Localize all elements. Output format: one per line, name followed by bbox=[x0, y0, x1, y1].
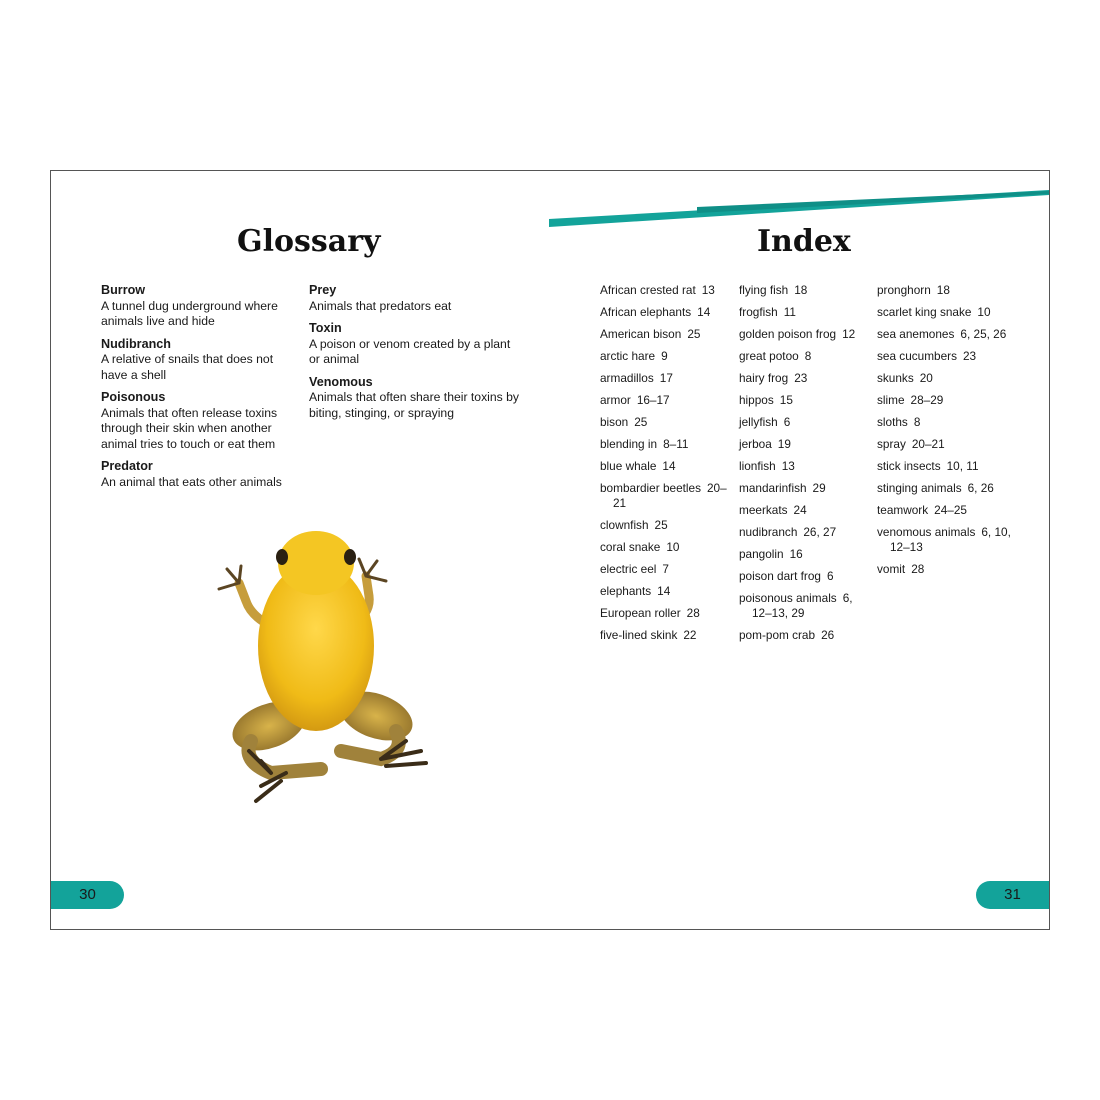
index-pages: 23 bbox=[794, 371, 808, 385]
index-pages: 6, 25, 26 bbox=[960, 327, 1007, 341]
index-term: armor bbox=[600, 393, 631, 407]
index-entry bbox=[877, 525, 1011, 555]
index-term: coral snake bbox=[600, 540, 661, 555]
index-term: golden poison frog bbox=[739, 327, 837, 341]
glossary-term: Toxin bbox=[309, 321, 342, 335]
index-entry bbox=[877, 393, 1011, 408]
index-entry bbox=[877, 283, 1011, 298]
index-pages: 9 bbox=[661, 349, 668, 363]
index-entry bbox=[739, 437, 873, 452]
index-entry bbox=[739, 481, 873, 496]
index-entry bbox=[739, 327, 873, 342]
index-pages: 6 bbox=[826, 569, 834, 583]
index-pages: 23 bbox=[963, 349, 977, 363]
glossary-entry bbox=[101, 337, 291, 384]
index-entry bbox=[600, 283, 732, 298]
index-pages: 14 bbox=[657, 584, 671, 599]
index-pages: 25 bbox=[634, 415, 648, 429]
index-entry bbox=[600, 393, 732, 408]
index-entry bbox=[600, 628, 732, 643]
index-entry bbox=[739, 349, 873, 364]
index-column-2 bbox=[739, 283, 873, 650]
index-entry bbox=[877, 371, 1011, 386]
glossary-definition: A relative of snails that does not have a shell bbox=[101, 352, 274, 382]
index-pages: 11 bbox=[783, 305, 796, 319]
index-entry bbox=[739, 371, 873, 386]
index-pages: 14 bbox=[697, 305, 711, 319]
index-term: poisonous animals bbox=[739, 591, 837, 605]
index-term: armadillos bbox=[600, 371, 654, 385]
index-term: lionfish bbox=[739, 459, 776, 473]
index-term: blending in bbox=[600, 437, 658, 451]
index-term: sea anemones bbox=[877, 327, 955, 341]
index-entry bbox=[600, 481, 732, 511]
index-term: poison dart frog bbox=[739, 569, 821, 583]
index-term: clownfish bbox=[600, 518, 649, 533]
index-pages: 14 bbox=[662, 459, 676, 473]
index-term: vomit bbox=[877, 562, 906, 577]
glossary-entry bbox=[101, 459, 291, 490]
index-entry bbox=[739, 591, 873, 621]
index-pages: 6, 12–13, 29 bbox=[752, 591, 853, 621]
index-pages: 16–17 bbox=[636, 393, 670, 407]
glossary-term: Venomous bbox=[309, 374, 373, 389]
index-term: venomous animals bbox=[877, 525, 976, 539]
index-term: African crested rat bbox=[600, 283, 696, 297]
index-column-3 bbox=[877, 283, 1011, 584]
index-pages: 10 bbox=[977, 305, 991, 319]
glossary-definition: Animals that predators eat bbox=[309, 298, 452, 313]
index-entry bbox=[600, 540, 732, 555]
glossary-definition: An animal that eats other animals bbox=[101, 474, 282, 489]
index-term: African elephants bbox=[600, 305, 692, 319]
index-pages: 6 bbox=[783, 415, 791, 429]
index-entry bbox=[877, 437, 1011, 452]
glossary-term: Burrow bbox=[101, 283, 146, 297]
index-pages: 13 bbox=[701, 283, 715, 297]
index-term: skunks bbox=[877, 371, 914, 385]
index-term: great potoo bbox=[739, 349, 799, 363]
index-pages: 12 bbox=[842, 327, 856, 341]
index-term: European roller bbox=[600, 606, 681, 621]
index-pages: 24–25 bbox=[934, 503, 967, 517]
index-pages: 25 bbox=[654, 518, 668, 533]
index-entry bbox=[739, 569, 873, 584]
index-pages: 17 bbox=[659, 371, 673, 385]
index-entry bbox=[739, 393, 873, 408]
page-number-left: 30 bbox=[51, 881, 124, 909]
glossary-column-1 bbox=[101, 283, 291, 490]
index-column-1 bbox=[600, 283, 732, 650]
index-term: stinging animals bbox=[877, 481, 962, 495]
index-term: arctic hare bbox=[600, 349, 656, 363]
index-term: flying fish bbox=[739, 283, 789, 297]
glossary-column-2 bbox=[309, 283, 519, 421]
index-entry bbox=[877, 503, 1011, 518]
index-term: elephants bbox=[600, 584, 652, 599]
index-pages: 28 bbox=[911, 562, 925, 577]
index-pages: 28–29 bbox=[910, 393, 944, 407]
glossary-title: Glossary bbox=[237, 224, 381, 259]
index-pages: 7 bbox=[662, 562, 669, 577]
index-entry bbox=[739, 503, 873, 518]
index-term: pangolin bbox=[739, 547, 784, 561]
index-pages: 25 bbox=[687, 327, 701, 341]
index-entry bbox=[600, 349, 732, 364]
index-term: jellyfish bbox=[739, 415, 778, 429]
index-term: jerboa bbox=[739, 437, 772, 451]
index-entry bbox=[877, 415, 1011, 430]
index-entry bbox=[600, 415, 732, 430]
index-entry bbox=[877, 562, 1011, 577]
index-entry bbox=[739, 459, 873, 474]
glossary-term: Poisonous bbox=[101, 390, 166, 404]
index-term: blue whale bbox=[600, 459, 657, 473]
index-entry bbox=[600, 518, 732, 533]
index-term: teamwork bbox=[877, 503, 929, 517]
index-pages: 10 bbox=[666, 540, 680, 555]
index-term: meerkats bbox=[739, 503, 788, 517]
book-spread bbox=[50, 170, 1050, 930]
index-term: bison bbox=[600, 415, 629, 429]
index-pages: 28 bbox=[686, 606, 700, 621]
index-term: pronghorn bbox=[877, 283, 931, 297]
glossary-definition: Animals that often share their toxins by biting, stinging, or spraying bbox=[309, 390, 520, 420]
index-term: hairy frog bbox=[739, 371, 789, 385]
index-pages: 6, 10, 12–13 bbox=[890, 525, 1011, 555]
glossary-definition: A tunnel dug underground where animals live and hide bbox=[101, 298, 278, 328]
index-term: bombardier beetles bbox=[600, 481, 701, 495]
index-entry bbox=[600, 437, 732, 452]
index-pages: 16 bbox=[789, 547, 803, 561]
glossary-definition: A poison or venom created by a plant or animal bbox=[309, 336, 511, 366]
glossary-entry bbox=[101, 283, 291, 330]
glossary-term: Prey bbox=[309, 283, 337, 297]
index-term: frogfish bbox=[739, 305, 778, 319]
index-term: sea cucumbers bbox=[877, 349, 957, 363]
index-pages: 26, 27 bbox=[803, 525, 837, 539]
index-entry bbox=[600, 584, 732, 599]
index-entry bbox=[600, 305, 732, 320]
index-term: hippos bbox=[739, 393, 774, 407]
index-pages: 20 bbox=[919, 371, 933, 385]
index-pages: 18 bbox=[936, 283, 950, 297]
index-term: stick insects bbox=[877, 459, 941, 473]
index-entry bbox=[739, 547, 873, 562]
teal-accent-stripe bbox=[51, 171, 1049, 241]
index-entry bbox=[739, 415, 873, 430]
glossary-term: Predator bbox=[101, 459, 153, 473]
index-pages: 10, 11 bbox=[946, 459, 979, 473]
index-term: electric eel bbox=[600, 562, 657, 577]
glossary-definition: Animals that often release toxins through their skin when another animal tries to touch or eat them bbox=[101, 405, 278, 451]
index-entry bbox=[739, 525, 873, 540]
index-term: scarlet king snake bbox=[877, 305, 972, 319]
index-entry bbox=[600, 606, 732, 621]
index-term: pom-pom crab bbox=[739, 628, 816, 643]
index-pages: 8 bbox=[913, 415, 921, 429]
index-entry bbox=[739, 283, 873, 298]
index-entry bbox=[877, 305, 1011, 320]
index-term: sloths bbox=[877, 415, 908, 429]
index-pages: 20–21 bbox=[911, 437, 945, 451]
glossary-entry bbox=[309, 375, 519, 422]
index-entry bbox=[600, 371, 732, 386]
index-pages: 19 bbox=[777, 437, 791, 451]
index-pages: 8–11 bbox=[663, 437, 689, 451]
glossary-term: Nudibranch bbox=[101, 336, 171, 351]
index-pages: 13 bbox=[781, 459, 795, 473]
index-pages: 26 bbox=[821, 628, 835, 643]
index-entry bbox=[600, 562, 732, 577]
index-pages: 8 bbox=[804, 349, 812, 363]
index-entry bbox=[877, 481, 1011, 496]
index-pages: 24 bbox=[793, 503, 807, 517]
index-pages: 29 bbox=[812, 481, 826, 495]
index-term: spray bbox=[877, 437, 906, 451]
index-term: mandarinfish bbox=[739, 481, 807, 495]
glossary-entry bbox=[309, 321, 519, 368]
index-entry bbox=[877, 349, 1011, 364]
index-pages: 20–21 bbox=[613, 481, 727, 511]
index-entry bbox=[600, 327, 732, 342]
index-title: Index bbox=[757, 224, 851, 259]
golden-frog-image bbox=[191, 511, 441, 811]
index-pages: 18 bbox=[794, 283, 808, 297]
page-number-right: 31 bbox=[976, 881, 1049, 909]
index-term: slime bbox=[877, 393, 905, 407]
index-pages: 22 bbox=[683, 628, 697, 643]
index-pages: 15 bbox=[779, 393, 793, 407]
index-entry bbox=[600, 459, 732, 474]
glossary-entry bbox=[101, 390, 291, 452]
index-pages: 6, 26 bbox=[967, 481, 994, 495]
index-entry bbox=[739, 628, 873, 643]
index-entry bbox=[877, 459, 1011, 474]
index-term: American bison bbox=[600, 327, 682, 341]
index-entry bbox=[739, 305, 873, 320]
glossary-entry bbox=[309, 283, 519, 314]
index-term: nudibranch bbox=[739, 525, 798, 539]
index-term: five-lined skink bbox=[600, 628, 678, 643]
index-entry bbox=[877, 327, 1011, 342]
